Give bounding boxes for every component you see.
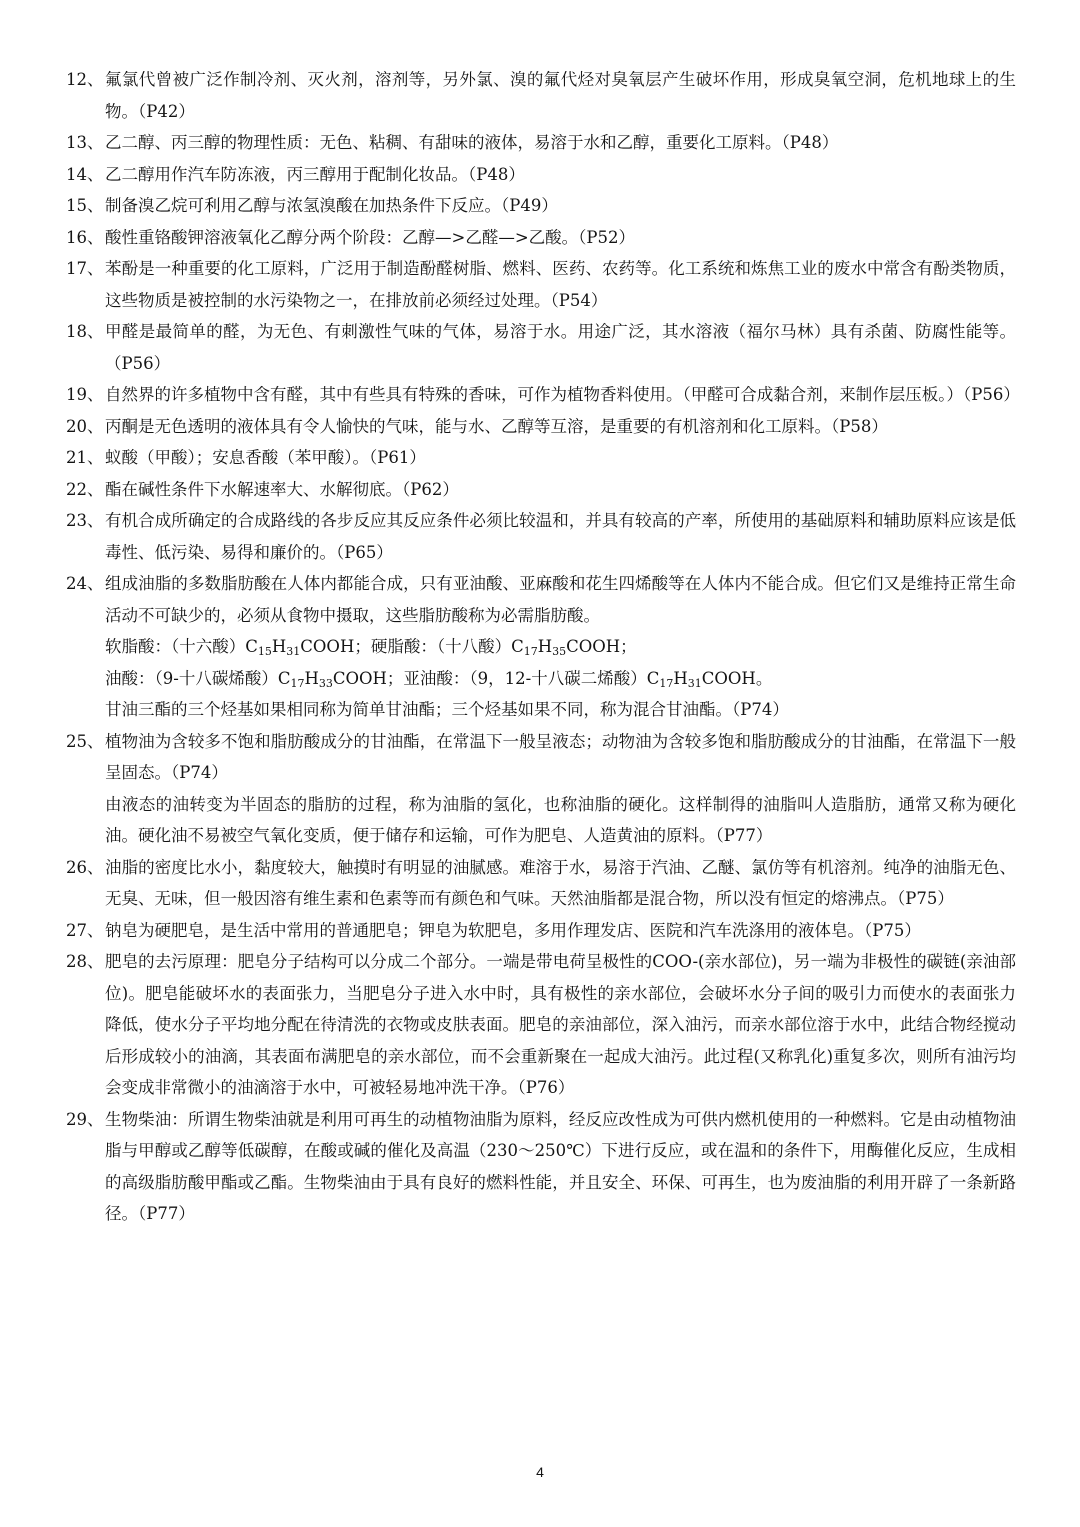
item-number: 12、 — [66, 70, 104, 89]
item-number: 13、 — [66, 133, 104, 152]
list-item — [66, 411, 1016, 443]
document-body — [66, 64, 1020, 1230]
list-item — [66, 64, 1016, 127]
item-text: 氟氯代曾被广泛作制冷剂、灭火剂，溶剂等，另外氯、溴的氟代烃对臭氧层产生破坏作用，形成臭氧空洞，危机地球上的生物。（P42） — [105, 70, 1016, 121]
item-text: 苯酚是一种重要的化工原料，广泛用于制造酚醛树脂、燃料、医药、农药等。化工系统和炼焦工业的废水中常含有酚类物质，这些物质是被控制的水污染物之一，在排放前必须经过处理。（P54） — [105, 259, 1016, 310]
item-number: 21、 — [66, 448, 104, 467]
item-text: 制备溴乙烷可利用乙醇与浓氢溴酸在加热条件下反应。（P49） — [105, 196, 558, 215]
item-number: 25、 — [66, 731, 104, 751]
item-number: 19、 — [66, 385, 104, 404]
item-list-b — [66, 852, 1016, 1230]
fatty-acid-formulas-line-1: 软脂酸：（十六酸）$C_{15}H_{31}COOH$；硬脂酸：（十八酸）$C_{17}H_{35}COOH$； — [105, 637, 637, 658]
item-text: 自然界的许多植物中含有醛，其中有些具有特殊的香味，可作为植物香料使用。（甲醛可合成黏合剂，来制作层压板。）（P56） — [105, 385, 1020, 404]
list-item — [66, 442, 1016, 474]
list-item — [66, 159, 1016, 191]
list-item-25 — [66, 726, 1016, 852]
item-number: 18、 — [66, 322, 104, 341]
page-number: 4 — [536, 1464, 544, 1480]
list-item — [66, 222, 1016, 254]
item-text: 油脂的密度比水小，黏度较大，触摸时有明显的油腻感。难溶于水，易溶于汽油、乙醚、氯仿等有机溶剂。纯净的油脂无色、无臭、无味，但一般因溶有维生素和色素等而有颜色和气味。天然油脂都是混合物，所以没有恒定的熔沸点。（P75） — [105, 857, 1016, 908]
item-number: 24、 — [66, 574, 104, 593]
item-number: 16、 — [66, 227, 104, 247]
item-text: 植物油为含较多不饱和脂肪酸成分的甘油酯，在常温下一般呈液态；动物油为含较多饱和脂肪酸成分的甘油酯，在常温下一般呈固态。（P74） — [105, 731, 1016, 782]
item-text: 组成油脂的多数脂肪酸在人体内都能合成，只有亚油酸、亚麻酸和花生四烯酸等在人体内不能合成。但它们又是维持正常生命活动不可缺少的，必须从食物中摄取，这些脂肪酸称为必需脂肪酸。 — [105, 574, 1016, 625]
item-number: 26、 — [66, 857, 104, 877]
list-item — [66, 915, 1016, 947]
item-number: 27、 — [66, 920, 104, 940]
list-item — [66, 505, 1016, 568]
item-text: 酸性重铬酸钾溶液氧化乙醇分两个阶段：乙醇—>乙醛—>乙酸。（P52） — [105, 227, 635, 247]
item-list-a — [66, 64, 1020, 568]
list-item — [66, 1104, 1016, 1230]
list-item — [66, 474, 1016, 506]
item-text: 生物柴油：所谓生物柴油就是利用可再生的动植物油脂为原料，经反应改性成为可供内燃机使用的一种燃料。它是由动植物油脂与甲醇或乙醇等低碳醇，在酸或碱的催化及高温（230～250℃）下进行反应，或在温和的条件下，用酶催化反应，生成相的高级脂肪酸甲酯或乙酯。生物柴油由于具有良好的燃料性能，并且安全、环保、可再生，也为废油脂的利用开辟了一条新路径。（P77） — [105, 1109, 1016, 1223]
list-item — [66, 946, 1016, 1104]
list-item — [66, 316, 1016, 379]
item-text-paragraph-2: 由液态的油转变为半固态的脂肪的过程，称为油脂的氢化，也称油脂的硬化。这样制得的油脂叫人造脂肪，通常又称为硬化油。硬化油不易被空气氧化变质，便于储存和运输，可作为肥皂、人造黄油的原料。（P77） — [105, 794, 1016, 845]
item-number: 14、 — [66, 164, 104, 184]
item-text: 甲醛是最简单的醛，为无色、有刺激性气味的气体，易溶于水。用途广泛，其水溶液（福尔马林）具有杀菌、防腐性能等。（P56） — [105, 322, 1016, 373]
item-text: 乙二醇用作汽车防冻液，丙三醇用于配制化妆品。（P48） — [105, 164, 525, 184]
glyceride-note: 甘油三酯的三个烃基如果相同称为简单甘油酯；三个烃基如果不同，称为混合甘油酯。（P74） — [105, 700, 789, 719]
item-number: 28、 — [66, 952, 104, 971]
item-text: 有机合成所确定的合成路线的各步反应其反应条件必须比较温和，并具有较高的产率，所使用的基础原料和辅助原料应该是低毒性、低污染、易得和廉价的。（P65） — [105, 511, 1016, 562]
list-item — [66, 852, 1016, 915]
item-number: 29、 — [66, 1109, 104, 1129]
fatty-acid-formulas-line-2: 油酸：（9-十八碳烯酸）$C_{17}H_{33}COOH$；亚油酸：（9，12-十八碳二烯酸）$C_{17}H_{31}COOH$。 — [105, 668, 773, 690]
item-text: 酯在碱性条件下水解速率大、水解彻底。（P62） — [105, 479, 459, 499]
list-item — [66, 379, 1020, 411]
item-text: 乙二醇、丙三醇的物理性质：无色、粘稠、有甜味的液体，易溶于水和乙醇，重要化工原料。（P48） — [105, 133, 839, 152]
item-number: 20、 — [66, 416, 104, 436]
item-number: 17、 — [66, 259, 104, 278]
list-item — [66, 190, 1016, 222]
item-text: 丙酮是无色透明的液体具有令人愉快的气味，能与水、乙醇等互溶，是重要的有机溶剂和化工原料。（P58） — [105, 416, 888, 436]
list-item — [66, 127, 1016, 159]
item-text: 肥皂的去污原理：肥皂分子结构可以分成二个部分。一端是带电荷呈极性的COO-(亲水部位)，另一端为非极性的碳链(亲油部位)。肥皂能破坏水的表面张力，当肥皂分子进入水中时，具有极性的亲水部位，会破坏水分子间的吸引力而使水的表面张力降低，使水分子平均地分配在待清洗的衣物或皮肤表面。肥皂的亲油部位，深入油污，而亲水部位溶于水中，此结合物经搅动后形成较小的油滴，其表面布满肥皂的亲水部位，而不会重新聚在一起成大油污。此过程(又称乳化)重复多次，则所有油污均会变成非常微小的油滴溶于水中，可被轻易地冲洗干净。（P76） — [105, 952, 1016, 1097]
list-item — [66, 253, 1016, 316]
item-number: 22、 — [66, 479, 104, 499]
item-text: 钠皂为硬肥皂，是生活中常用的普通肥皂；钾皂为软肥皂，多用作理发店、医院和汽车洗涤用的液体皂。（P75） — [105, 920, 921, 940]
item-number: 15、 — [66, 196, 104, 215]
list-item-24 — [66, 568, 1016, 726]
item-number: 23、 — [66, 511, 104, 530]
item-text: 蚁酸（甲酸）；安息香酸（苯甲酸）。（P61） — [105, 448, 426, 467]
